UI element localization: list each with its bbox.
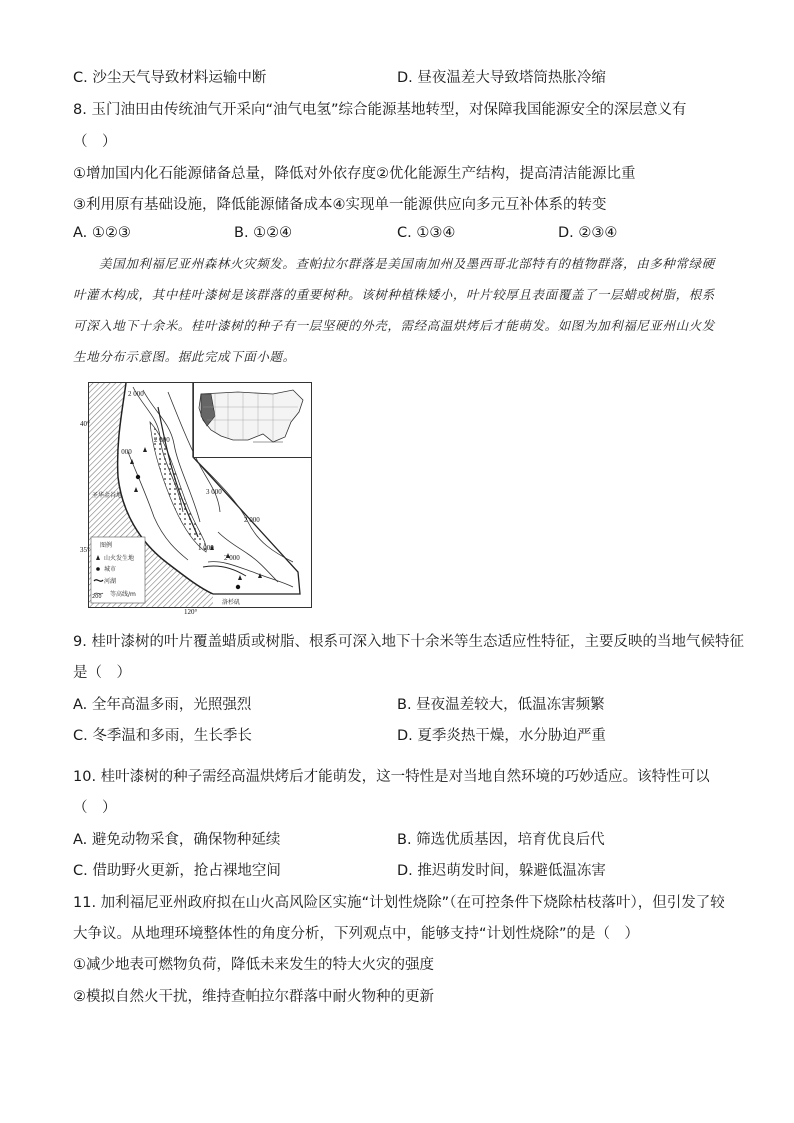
longitude-label-120: 120° (184, 608, 198, 616)
q10-option-b: B. 筛选优质基因，培育优良后代 (397, 832, 605, 848)
q10-option-a: A. 避免动物采食，确保物种延续 (73, 832, 281, 848)
q10-option-d: D. 推迟萌发时间，躲避低温冻害 (397, 863, 606, 879)
reading-passage (73, 248, 723, 372)
q9-stem-cont: 是（ ） (73, 665, 131, 681)
passage-text: 美国加利福尼亚州森林火灾频发。查帕拉尔群落是美国南加州及墨西哥北部特有的植物群落，由多种常绿硬叶灌木构成，其中桂叶漆树是该群落的重要树种。该树种植株矮小，叶片较厚且表面覆盖了一层蜡或树脂，根系可深入地下十余米。桂叶漆树的种子有一层坚硬的外壳，需经高温烘烤后才能萌发。如图为加利福尼亚州山火发生地分布示意图。据此完成下面小题。 (73, 256, 715, 364)
q8-option-b: B. ①②④ (234, 225, 293, 241)
contour-label: 2 000 (244, 516, 260, 524)
contour-label: 1 000 (116, 448, 132, 456)
q10-stem: 10. 桂叶漆树的种子需经高温烘烤后才能萌发，这一特性是对当地自然环境的巧妙适应。该特性可以 (73, 769, 710, 785)
latitude-label-40: 40° (80, 420, 90, 428)
valley-label: 圣华金谷地 (92, 492, 123, 499)
q8-option-a: A. ①②③ (73, 225, 131, 241)
q9-option-a: A. 全年高温多雨，光照强烈 (73, 697, 252, 713)
q8-stem: 8. 玉门油田由传统油气开采向“油气电氢”综合能源基地转型，对保障我国能源安全的深层意义有 (73, 102, 687, 118)
q9-stem: 9. 桂叶漆树的叶片覆盖蜡质或树脂、根系可深入地下十余米等生态适应性特征，主要反映的当地气候特征 (73, 634, 744, 650)
q11-stem-cont: 大争议。从地理环境整体性的角度分析，下列观点中，能够支持“计划性烧除”的是（ ） (73, 926, 640, 942)
legend-title: 图例 (100, 542, 113, 549)
q11-statement-1: ①减少地表可燃物负荷，降低未来发生的特大火灾的强度 (73, 957, 434, 973)
q9-option-c: C. 冬季温和多雨，生长季长 (73, 728, 252, 744)
contour-label: 2 000 (128, 390, 144, 398)
q10-answer-paren: （ ） (73, 800, 117, 816)
legend-contour-value: 200 (92, 594, 102, 600)
q8-answer-paren: （ ） (73, 134, 117, 150)
legend-river: 河湖 (104, 578, 117, 585)
city-label-la: 洛杉矶 (222, 599, 241, 606)
map-legend (91, 537, 145, 603)
contour-label: 2 000 (154, 436, 170, 444)
q8-option-d: D. ②③④ (558, 225, 618, 241)
q8-statements-3-4: ③利用原有基础设施，降低能源储备成本④实现单一能源供应向多元互补体系的转变 (73, 197, 607, 213)
q11-statement-2: ②模拟自然火干扰，维持查帕拉尔群落中耐火物种的更新 (73, 989, 434, 1005)
us-inset-map (193, 382, 312, 458)
q8-statements-1-2: ①增加国内化石能源储备总量，降低对外依存度②优化能源生产结构，提高清洁能源比重 (73, 166, 636, 182)
legend-city: 城市 (104, 566, 117, 573)
latitude-label-35: 35° (80, 546, 90, 554)
legend-fire: 山火发生地 (104, 555, 135, 562)
legend-contour: 等高线/m (110, 591, 136, 598)
contour-label: 3 000 (206, 488, 222, 496)
q8-option-c: C. ①③④ (397, 225, 456, 241)
q7-option-c: C. 沙尘天气导致材料运输中断 (73, 70, 267, 86)
q9-option-d: D. 夏季炎热干燥，水分胁迫严重 (397, 728, 606, 744)
q11-stem: 11. 加利福尼亚州政府拟在山火高风险区实施“计划性烧除”（在可控条件下烧除枯枝落叶），但引发了较 (73, 895, 725, 911)
contour-label: 1 000 (198, 544, 214, 552)
q7-option-d: D. 昼夜温差大导致塔筒热胀冷缩 (397, 70, 606, 86)
q9-option-b: B. 昼夜温差较大，低温冻害频繁 (397, 697, 605, 713)
city-dot-icon (96, 567, 100, 571)
q10-option-c: C. 借助野火更新，抢占裸地空间 (73, 863, 281, 879)
contour-label: 2 000 (224, 554, 240, 562)
